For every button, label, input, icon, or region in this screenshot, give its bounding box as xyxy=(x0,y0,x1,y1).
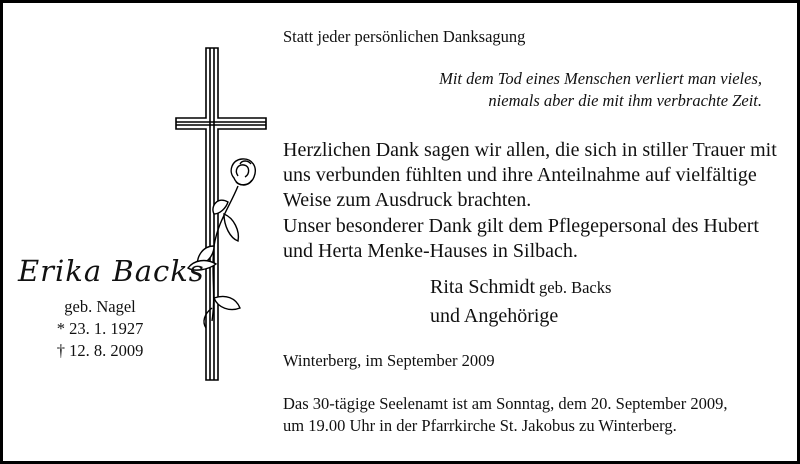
signature-family: und Angehörige xyxy=(430,305,559,327)
special-thanks-line: und Herta Menke-Hauses in Silbach. xyxy=(283,240,578,262)
deceased-name: Erika Backs xyxy=(18,254,205,288)
quote-line: niemals aber die mit ihm verbrachte Zeit. xyxy=(488,91,762,110)
heading: Statt jeder persönlichen Danksagung xyxy=(283,27,526,46)
deceased-death-date: † 12. 8. 2009 xyxy=(56,341,144,360)
signature xyxy=(430,273,611,329)
special-thanks-paragraph xyxy=(283,214,759,264)
thanks-paragraph xyxy=(283,138,777,213)
signature-maiden-name: geb. Backs xyxy=(539,278,612,297)
deceased-birth-date: * 23. 1. 1927 xyxy=(56,319,144,338)
quote xyxy=(439,68,762,112)
service-line: um 19.00 Uhr in der Pfarrkirche St. Jakobus zu Winterberg. xyxy=(283,416,677,435)
thanks-line: Herzlichen Dank sagen wir allen, die sich in stiller Trauer mit xyxy=(283,139,777,161)
rose-icon xyxy=(188,159,255,328)
thanks-line: Weise zum Ausdruck brachten. xyxy=(283,189,532,211)
place-date: Winterberg, im September 2009 xyxy=(283,351,495,370)
service-notice xyxy=(283,393,728,437)
cross-icon xyxy=(168,46,278,384)
signature-name: Rita Schmidt xyxy=(430,276,535,298)
deceased-maiden-name: geb. Nagel xyxy=(64,297,136,316)
thanks-line: uns verbunden fühlten und ihre Anteilnahme auf vielfältige xyxy=(283,164,757,186)
quote-line: Mit dem Tod eines Menschen verliert man vieles, xyxy=(439,69,762,88)
service-line: Das 30-tägige Seelenamt ist am Sonntag, dem 20. September 2009, xyxy=(283,394,728,413)
special-thanks-line: Unser besonderer Dank gilt dem Pflegepersonal des Hubert xyxy=(283,215,759,237)
